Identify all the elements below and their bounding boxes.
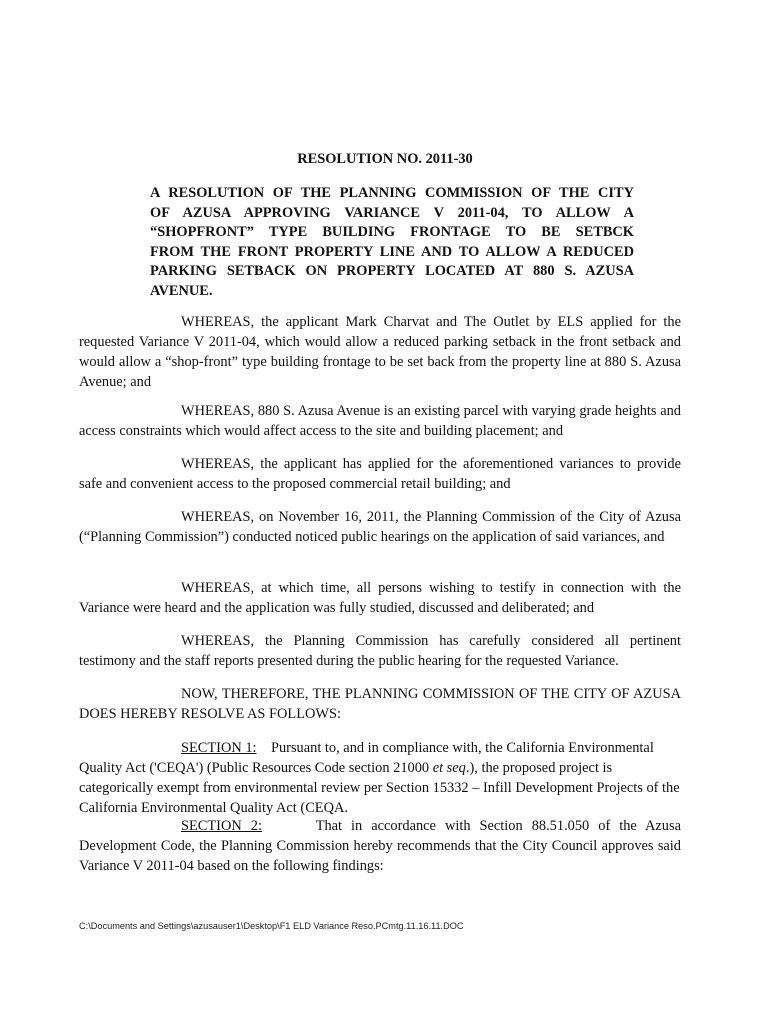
section-1-text-a: Pursuant to, and in compliance with, the California Environmental Quality Act ('CEQA') (Public Resources Code section 21000 [79, 740, 654, 776]
section-1 [79, 738, 681, 818]
whereas-paragraph-5 [79, 578, 681, 618]
paragraph-text: WHEREAS, 880 S. Azusa Avenue is an existing parcel with varying grade heights and access constraints which would affect access to the site and building placement; and [79, 403, 681, 439]
section-1-italic: et seq [432, 760, 466, 776]
heading-line: FROM THE FRONT PROPERTY LINE AND TO ALLOW A REDUCED [150, 243, 634, 260]
heading-line: A RESOLUTION OF THE PLANNING COMMISSION OF THE CITY [150, 185, 634, 201]
section-1-label: SECTION 1: [181, 740, 257, 756]
whereas-paragraph-2 [79, 401, 681, 441]
whereas-paragraph-6 [79, 631, 681, 671]
section-1-text-b: .), the proposed project is categorically exempt from environmental review per Section 15332 – Infill Development Projects of the California Environmental Quality Act (CEQA. [79, 760, 680, 816]
heading-line: “SHOPFRONT” TYPE BUILDING FRONTAGE TO BE SETBCK [150, 224, 634, 241]
section-2 [79, 816, 681, 876]
section-2-text: That in accordance with Section 88.51.050 of the Azusa Development Code, the Planning Commission hereby recommends that the City Council approves said Variance V 2011-04 based on the following findings: [79, 818, 681, 874]
paragraph-text: WHEREAS, on November 16, 2011, the Planning Commission of the City of Azusa (“Planning Commission”) conducted noticed public hearings on the application of said variances, and [79, 509, 681, 545]
paragraph-text: NOW, THEREFORE, THE PLANNING COMMISSION OF THE CITY OF AZUSA DOES HEREBY RESOLVE AS FOLLOWS: [79, 686, 681, 722]
whereas-paragraph-1 [79, 312, 681, 392]
resolution-title: RESOLUTION NO. 2011-30 [297, 151, 473, 167]
heading-line: AVENUE. [150, 282, 213, 299]
resolve-paragraph [79, 684, 681, 724]
paragraph-text: WHEREAS, the Planning Commission has carefully considered all pertinent testimony and the staff reports presented during the public hearing for the requested Variance. [79, 633, 681, 669]
footer-file-path: C:\Documents and Settings\azusauser1\Desktop\F1 ELD Variance Reso.PCmtg.11.16.11.DOC [79, 921, 464, 931]
paragraph-text: WHEREAS, the applicant has applied for the aforementioned variances to provide safe and convenient access to the proposed commercial retail building; and [79, 456, 681, 492]
paragraph-text: WHEREAS, at which time, all persons wishing to testify in connection with the Variance were heard and the application was fully studied, discussed and deliberated; and [79, 580, 681, 616]
whereas-paragraph-3 [79, 454, 681, 494]
whereas-paragraph-4 [79, 507, 681, 547]
paragraph-text: WHEREAS, the applicant Mark Charvat and The Outlet by ELS applied for the requested Variance V 2011-04, which would allow a reduced parking setback in the front setback and would allow a “shop-front” type building frontage to be set back from the property line at 880 S. Azusa Avenue; and [79, 314, 681, 390]
heading-line: PARKING SETBACK ON PROPERTY LOCATED AT 880 S. AZUSA [150, 263, 634, 280]
section-2-label: SECTION 2: [181, 818, 262, 834]
heading-line: OF AZUSA APPROVING VARIANCE V 2011-04, TO ALLOW A [150, 204, 634, 221]
resolution-heading [150, 184, 634, 302]
